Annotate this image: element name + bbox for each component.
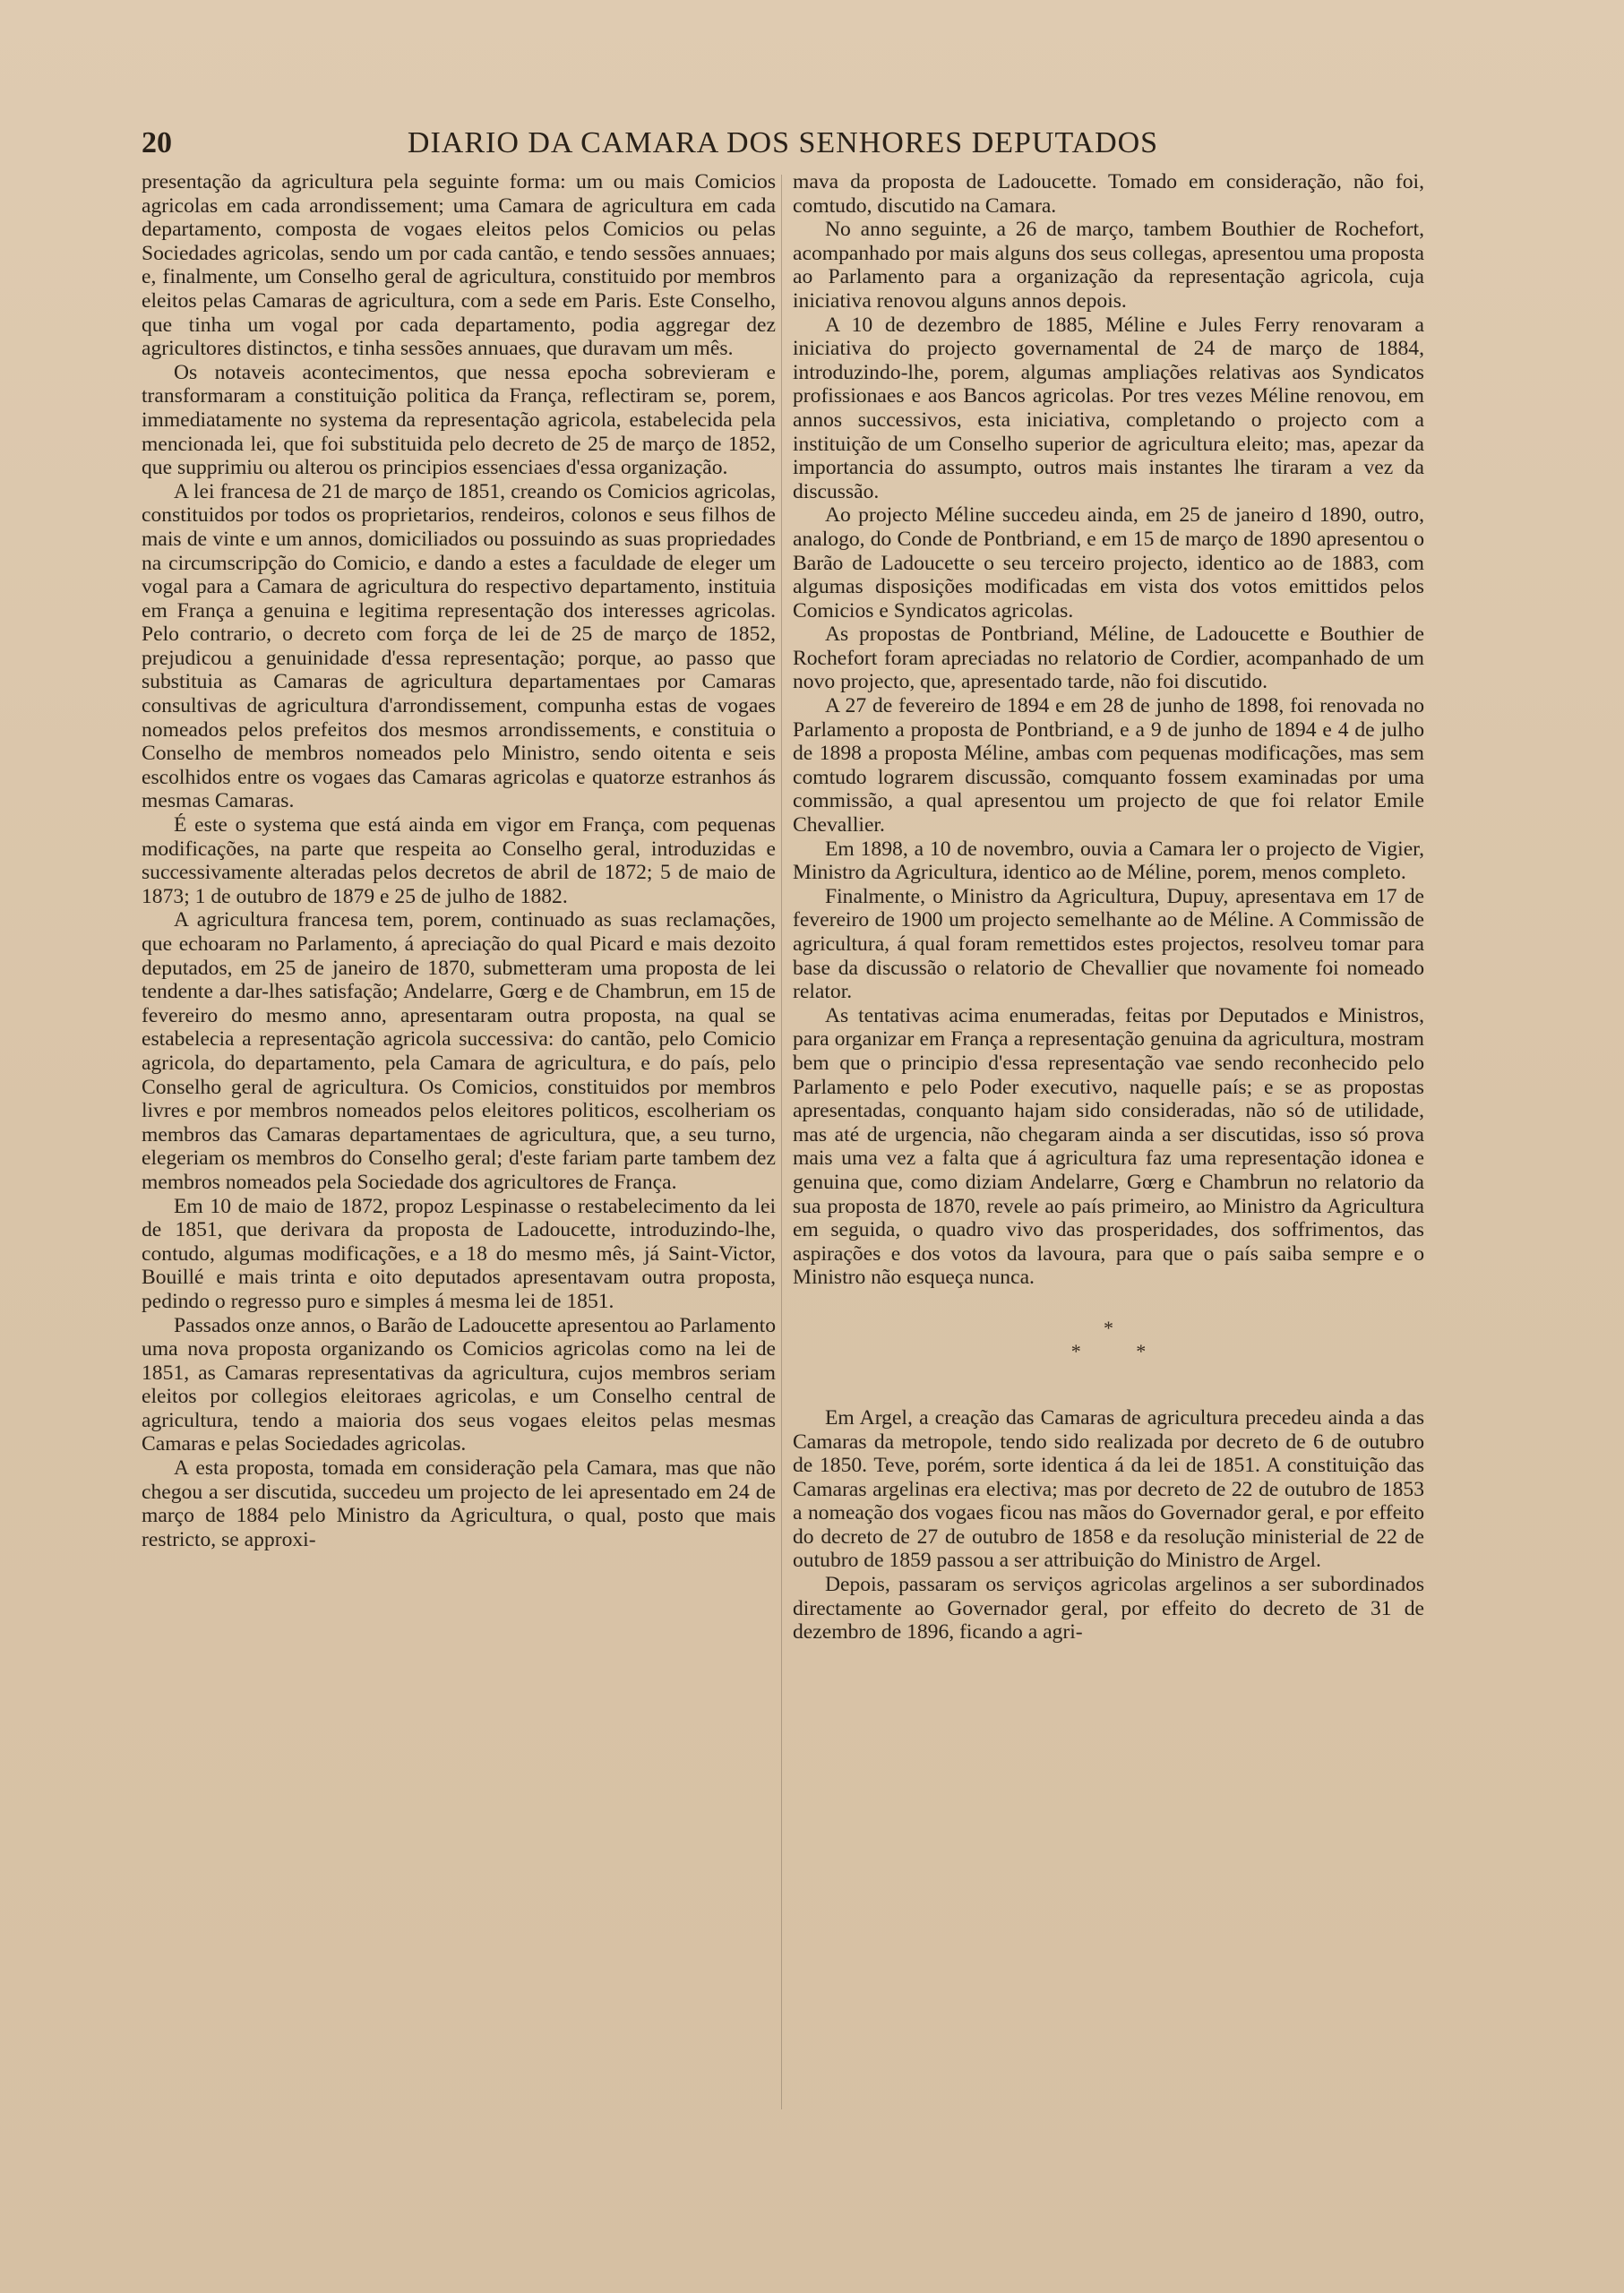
paragraph: A esta proposta, tomada em consideração pela Camara, mas que não chegou a ser discutida, succedeu um projecto de lei apresentado em 24 de março de 1884 pelo Ministro da Agricultura, o qual, posto que mais restricto, se approxi-: [142, 1456, 776, 1551]
paragraph: Os notaveis acontecimentos, que nessa epocha sobrevieram e transformaram a constituição politica da França, reflectiram se, porem, immediatamente no systema da representação agricola, estabelecida pela mencionada lei, que foi substituida pelo decreto de 25 de março de 1852, que supprimiu ou alterou os principios essenciaes d'essa organização.: [142, 360, 776, 480]
section-asterism: [793, 1317, 1424, 1363]
paragraph: Depois, passaram os serviços agricolas argelinos a ser subordinados directamente ao Governador geral, por effeito do decreto de 31 de dezembro de 1896, ficando a agri-: [793, 1573, 1424, 1645]
left-column: [142, 170, 776, 1551]
page-header: [142, 124, 1424, 163]
column-rule: [781, 175, 782, 2109]
paragraph: Em Argel, a creação das Camaras de agricultura precedeu ainda a das Camaras da metropole, tendo sido realizada por decreto de 6 de outubro de 1850. Teve, porém, sorte identica á da lei de 1851. A constituição das Camaras argelinas era electiva; mas por decreto de 22 de outubro de 1853 a nomeação dos vogaes ficou nas mãos do Governador geral, e por effeito do decreto de 27 de outubro de 1858 e da resolução ministerial de 22 de outubro de 1859 passou a ser attribuição do Ministro de Argel.: [793, 1405, 1424, 1573]
page-number: 20: [142, 126, 172, 159]
paragraph: As propostas de Pontbriand, Méline, de Ladoucette e Bouthier de Rochefort foram apreciadas no relatorio de Cordier, acompanhado de um novo projecto, que, apresentado tarde, não foi discutido.: [793, 623, 1424, 694]
paragraph: As tentativas acima enumeradas, feitas por Deputados e Ministros, para organizar em França a representação genuina da agricultura, mostram bem que o principio d'essa representação vae sendo reconhecido pelo Parlamento e pelo Poder executivo, naquelle país; e se as propostas apresentadas, conquanto hajam sido consideradas, não só de utilidade, mas até de urgencia, não chegaram ainda a ser discutidas, isso só prova mais uma vez a falta que á agricultura faz uma representação idonea e genuina que, como diziam Andelarre, Gœrg e Chambrun no relatorio da sua proposta de 1870, revele ao país primeiro, ao Ministro da Agricultura em seguida, o quadro vivo das prosperidades, dos soffrimentos, das aspirações e dos votos da lavoura, para que o país saiba sempre e o Ministro não esqueça nunca.: [793, 1003, 1424, 1290]
paragraph: A 10 de dezembro de 1885, Méline e Jules Ferry renovaram a iniciativa do projecto governamental de 24 de março de 1884, introduzindo-lhe, porem, algumas ampliações relativas aos Syndicatos profissionaes e aos Bancos agricolas. Por tres vezes Méline renovou, em annos successivos, esta iniciativa, completando o projecto com a instituição de um Conselho superior de agricultura eleito; mas, apezar da importancia do assumpto, outros mais instantes lhe tiraram a vez da discussão.: [793, 313, 1424, 503]
paragraph: mava da proposta de Ladoucette. Tomado em consideração, não foi, comtudo, discutido na Camara.: [793, 170, 1424, 218]
paragraph: No anno seguinte, a 26 de março, tambem Bouthier de Rochefort, acompanhado por mais alguns dos seus collegas, apresentou uma proposta ao Parlamento para a organização da representação agricola, cuja iniciativa renovou alguns annos depois.: [793, 218, 1424, 313]
paragraph: Finalmente, o Ministro da Agricultura, Dupuy, apresentava em 17 de fevereiro de 1900 um projecto semelhante ao de Méline. A Commissão de agricultura, á qual foram remettidos estes projectos, resolveu tomar para base da discussão o relatorio de Chevallier que novamente foi nomeado relator.: [793, 884, 1424, 1004]
right-column: [793, 170, 1424, 1645]
running-title: DIARIO DA CAMARA DOS SENHORES DEPUTADOS: [407, 126, 1159, 159]
asterism-star: *: [1070, 1339, 1081, 1362]
paragraph: A 27 de fevereiro de 1894 e em 28 de junho de 1898, foi renovada no Parlamento a proposta de Pontbriand, e a 9 de junho de 1894 e 4 de julho de 1898 a proposta Méline, ambas com pequenas modificações, mas sem comtudo lograrem discussão, comquanto fossem examinadas por uma commissão, a qual apresentou um projecto de que foi relator Emile Chevallier.: [793, 694, 1424, 837]
paragraph: presentação da agricultura pela seguinte forma: um ou mais Comicios agricolas em cada arrondissement; uma Camara de agricultura em cada departamento, composta de vogaes eleitos pelos Comicios ou pelas Sociedades agricolas, sendo um por cada cantão, e tendo sessões annuaes; e, finalmente, um Conselho geral de agricultura, constituido por membros eleitos pelas Camaras de agricultura, com a sede em Paris. Este Conselho, que tinha um vogal por cada departamento, podia aggregar dez agricultores distinctos, e tinha sessões annuaes, que duravam um mês.: [142, 170, 776, 361]
paragraph: É este o systema que está ainda em vigor em França, com pequenas modificações, na parte que respeita ao Conselho geral, introduzidas e successivamente alteradas pelos decretos de abril de 1872; 5 de maio de 1873; 1 de outubro de 1879 e 25 de julho de 1882.: [142, 813, 776, 908]
paragraph: A lei francesa de 21 de março de 1851, creando os Comicios agricolas, constituidos por todos os proprietarios, rendeiros, colonos e seus filhos de mais de vinte e um annos, domiciliados ou possuindo as suas propriedades na circumscripção do Comicio, e dando a estes a faculdade de eleger um vogal para a Camara de agricultura do respectivo departamento, instituia em França a genuina e legitima representação dos interesses agricolas. Pelo contrario, o decreto com força de lei de 25 de março de 1852, prejudicou a genuinidade d'essa representação; porque, ao passo que substituia as Camaras de agricultura departamentaes por Camaras consultivas de agricultura d'arrondissement, compunha estas de vogaes nomeados pelos prefeitos dos mesmos arrondissements, e constituia o Conselho de membros nomeados pelo Ministro, sendo oitenta e seis escolhidos entre os vogaes das Camaras agricolas e quatorze estranhos ás mesmas Camaras.: [142, 479, 776, 813]
paragraph: Em 1898, a 10 de novembro, ouvia a Camara ler o projecto de Vigier, Ministro da Agricultura, identico ao de Méline, porem, menos completo.: [793, 837, 1424, 885]
asterism-star: *: [1136, 1339, 1147, 1362]
paragraph: Ao projecto Méline succedeu ainda, em 25 de janeiro d 1890, outro, analogo, do Conde de Pontbriand, e em 15 de março de 1890 apresentou o Barão de Ladoucette o seu terceiro projecto, identico ao de 1883, com algumas disposições modificadas em vista dos votos emittidos pelos Comicios e Syndicatos agricolas.: [793, 503, 1424, 623]
asterism-star: *: [1104, 1316, 1113, 1339]
paragraph: A agricultura francesa tem, porem, continuado as suas reclamações, que echoaram no Parlamento, á apreciação do qual Picard e mais dezoito deputados, em 25 de janeiro de 1870, submetteram uma proposta de lei tendente a dar-lhes satisfação; Andelarre, Gœrg e de Chambrun, em 15 de fevereiro do mesmo anno, apresentaram outra proposta, na qual se estabelecia a representação agricola successiva: do cantão, pelo Comicio agricola, do departamento, pela Camara de agricultura, e do país, pelo Conselho geral de agricultura. Os Comicios, constituidos por membros livres e por membros nomeados pelos eleitores politicos, escolheriam os membros das Camaras departamentaes de agricultura, que, a seu turno, elegeriam os membros do Conselho geral; d'este fariam parte tambem dez membros nomeados pela Sociedade dos agricultores de França.: [142, 908, 776, 1194]
paragraph: Em 10 de maio de 1872, propoz Lespinasse o restabelecimento da lei de 1851, que derivara da proposta de Ladoucette, introduzindo-lhe, contudo, algumas modificações, e a 18 do mesmo mês, já Saint-Victor, Bouillé e mais trinta e oito deputados apresentavam outra proposta, pedindo o regresso puro e simples á mesma lei de 1851.: [142, 1194, 776, 1313]
paragraph: Passados onze annos, o Barão de Ladoucette apresentou ao Parlamento uma nova proposta organizando os Comicios agricolas como na lei de 1851, as Camaras representativas da agricultura, cujos membros seriam eleitos por collegios eleitoraes agricolas, e um Conselho central de agricultura, tendo a maioria dos seus vogaes eleitos pelas mesmas Camaras e pelas Sociedades agricolas.: [142, 1313, 776, 1456]
